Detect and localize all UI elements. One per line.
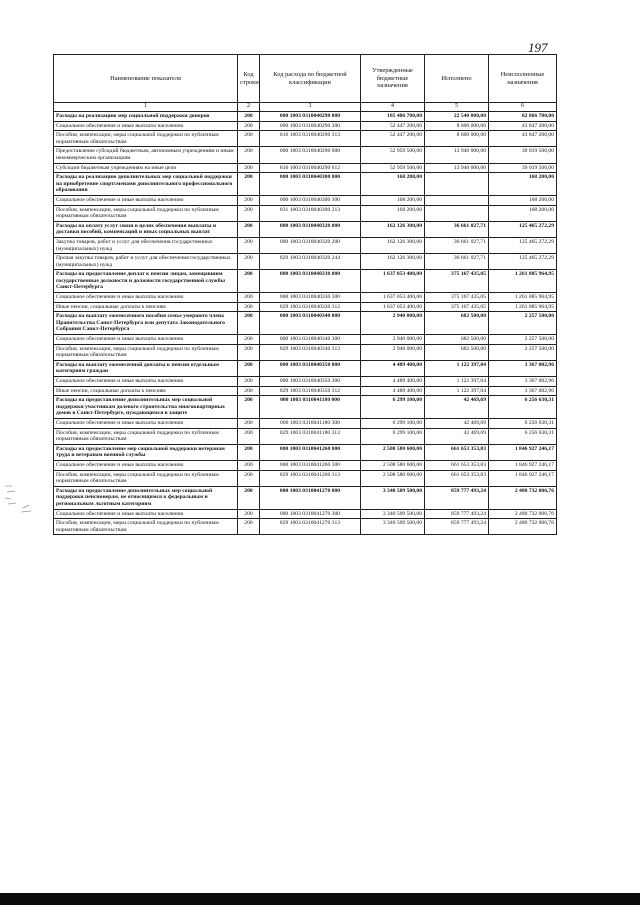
table-row xyxy=(54,163,557,173)
row-executed: 1 122 397,04 xyxy=(425,360,489,376)
row-executed xyxy=(425,205,489,221)
row-name: Социальное обеспечение и иные выплаты населению xyxy=(54,195,238,205)
row-line-code: 200 xyxy=(238,270,260,293)
page-number: 197 xyxy=(528,40,548,55)
table-row xyxy=(54,221,557,237)
row-expense-code: 000 1003 0310041270 000 xyxy=(260,486,361,509)
row-name: Социальное обеспечение и иные выплаты населению xyxy=(54,293,238,303)
row-unexecuted: 2 480 732 006,76 xyxy=(489,509,557,519)
row-executed: 13 940 000,00 xyxy=(425,163,489,173)
row-line-code: 200 xyxy=(238,195,260,205)
row-approved: 105 406 700,00 xyxy=(361,112,425,122)
row-line-code: 200 xyxy=(238,444,260,460)
row-unexecuted: 168 200,00 xyxy=(489,173,557,196)
row-approved: 2 940 000,00 xyxy=(361,344,425,360)
table-row xyxy=(54,205,557,221)
row-line-code: 200 xyxy=(238,509,260,519)
column-number: 4 xyxy=(361,103,425,112)
row-unexecuted: 2 257 500,00 xyxy=(489,344,557,360)
row-unexecuted: 168 200,00 xyxy=(489,195,557,205)
row-expense-code: 000 1003 0310040290 000 xyxy=(260,112,361,122)
row-unexecuted: 2 480 732 006,76 xyxy=(489,486,557,509)
row-executed: 8 600 000,00 xyxy=(425,121,489,131)
row-name: Социальное обеспечение и иные выплаты населению xyxy=(54,335,238,345)
row-expense-code: 829 1003 0310041260 313 xyxy=(260,470,361,486)
row-name: Расходы на реализацию дополнительных мер социальной поддержки на приобретение спортсменами дополнительного профессионального образования xyxy=(54,173,238,196)
row-expense-code: 000 1003 0310040290 600 xyxy=(260,147,361,163)
row-executed: 859 777 493,24 xyxy=(425,509,489,519)
row-executed: 375 167 435,05 xyxy=(425,270,489,293)
table-row xyxy=(54,121,557,131)
table-row xyxy=(54,509,557,519)
row-executed: 661 653 353,83 xyxy=(425,444,489,460)
row-executed: 375 167 435,05 xyxy=(425,293,489,303)
row-approved: 52 959 500,00 xyxy=(361,163,425,173)
row-unexecuted: 125 465 272,29 xyxy=(489,237,557,253)
row-expense-code: 000 1003 0310040330 300 xyxy=(260,293,361,303)
row-unexecuted: 82 866 700,00 xyxy=(489,112,557,122)
row-line-code: 200 xyxy=(238,112,260,122)
row-name: Пособия, компенсации, меры социальной поддержки по публичным нормативным обязательствам xyxy=(54,344,238,360)
row-line-code: 200 xyxy=(238,121,260,131)
table-row xyxy=(54,428,557,444)
table-row xyxy=(54,195,557,205)
table-row xyxy=(54,460,557,470)
column-number: 6 xyxy=(489,103,557,112)
row-name: Расходы на предоставление доплат к пенсии лицам, замещавшим государственные должности и должности государственной службы Санкт-Петербурга xyxy=(54,270,238,293)
row-approved: 6 299 100,00 xyxy=(361,418,425,428)
row-executed: 682 500,00 xyxy=(425,335,489,345)
row-approved: 3 340 509 500,00 xyxy=(361,509,425,519)
row-name: Расходы на предоставление мер социальной поддержки ветеранам труда и ветеранам военной службы xyxy=(54,444,238,460)
row-executed: 42 469,69 xyxy=(425,396,489,419)
row-unexecuted: 3 367 002,96 xyxy=(489,386,557,396)
row-line-code: 200 xyxy=(238,302,260,312)
table-header-row xyxy=(54,55,557,103)
row-expense-code: 831 1003 0310040300 313 xyxy=(260,205,361,221)
row-approved: 4 489 400,00 xyxy=(361,386,425,396)
table-row xyxy=(54,312,557,335)
row-expense-code: 829 1003 0310040330 312 xyxy=(260,302,361,312)
table-row xyxy=(54,344,557,360)
row-line-code: 200 xyxy=(238,360,260,376)
table-row xyxy=(54,131,557,147)
row-expense-code: 000 1003 0310040300 300 xyxy=(260,195,361,205)
row-approved: 1 637 053 400,00 xyxy=(361,270,425,293)
row-name: Расходы на предоставление дополнительных мер социальной поддержки пенсионерам, не относящимся к федеральным и региональным льготным категориям xyxy=(54,486,238,509)
header-executed: Исполнено xyxy=(425,55,489,103)
header-expense-code: Код расхода по бюджетной классификации xyxy=(260,55,361,103)
row-name: Иные пенсии, социальные доплаты к пенсиям xyxy=(54,302,238,312)
column-number-row xyxy=(54,103,557,112)
row-expense-code: 829 1003 0310040350 312 xyxy=(260,386,361,396)
row-approved: 168 200,00 xyxy=(361,205,425,221)
row-unexecuted: 1 261 885 964,95 xyxy=(489,270,557,293)
row-executed: 22 540 000,00 xyxy=(425,112,489,122)
column-number: 2 xyxy=(238,103,260,112)
row-line-code: 200 xyxy=(238,221,260,237)
row-unexecuted: 39 019 500,00 xyxy=(489,147,557,163)
row-line-code: 200 xyxy=(238,470,260,486)
row-expense-code: 000 1003 0310040320 200 xyxy=(260,237,361,253)
table-row xyxy=(54,293,557,303)
row-line-code: 200 xyxy=(238,418,260,428)
row-name: Расходы на выплату ежемесячной доплаты к пенсии отдельным категориям граждан xyxy=(54,360,238,376)
row-name: Пособия, компенсации, меры социальной поддержки по публичным нормативным обязательствам xyxy=(54,131,238,147)
row-unexecuted: 43 847 200,00 xyxy=(489,131,557,147)
row-approved: 2 940 000,00 xyxy=(361,335,425,345)
row-name: Пособия, компенсации, меры социальной поддержки по публичным нормативным обязательствам xyxy=(54,205,238,221)
row-executed xyxy=(425,173,489,196)
row-unexecuted: 1 846 927 246,17 xyxy=(489,470,557,486)
row-name: Прочая закупка товаров, работ и услуг для обеспечения государственных (муниципальных) нужд xyxy=(54,254,238,270)
row-unexecuted: 3 367 002,96 xyxy=(489,360,557,376)
row-line-code: 200 xyxy=(238,428,260,444)
row-executed: 375 167 435,05 xyxy=(425,302,489,312)
row-approved: 4 489 400,00 xyxy=(361,377,425,387)
budget-execution-table xyxy=(53,54,557,535)
row-executed: 661 653 353,83 xyxy=(425,470,489,486)
row-approved: 52 447 200,00 xyxy=(361,131,425,147)
row-approved: 52 959 500,00 xyxy=(361,147,425,163)
row-unexecuted: 2 257 500,00 xyxy=(489,335,557,345)
row-approved: 3 340 509 500,00 xyxy=(361,519,425,535)
row-executed: 42 469,69 xyxy=(425,428,489,444)
row-name: Социальное обеспечение и иные выплаты населению xyxy=(54,509,238,519)
header-code-line: Код строки xyxy=(238,55,260,103)
table-row xyxy=(54,444,557,460)
row-line-code: 200 xyxy=(238,335,260,345)
row-line-code: 200 xyxy=(238,147,260,163)
table-row xyxy=(54,360,557,376)
row-expense-code: 000 1003 0310041180 000 xyxy=(260,396,361,419)
row-unexecuted: 6 256 630,31 xyxy=(489,428,557,444)
row-approved: 2 508 580 600,00 xyxy=(361,444,425,460)
row-name: Пособия, компенсации, меры социальной поддержки по публичным нормативным обязательствам xyxy=(54,519,238,535)
table-row xyxy=(54,147,557,163)
row-name: Пособия, компенсации, меры социальной поддержки по публичным нормативным обязательствам xyxy=(54,428,238,444)
row-approved: 2 940 000,00 xyxy=(361,312,425,335)
table-row xyxy=(54,254,557,270)
row-name: Социальное обеспечение и иные выплаты населению xyxy=(54,377,238,387)
row-approved: 6 299 100,00 xyxy=(361,396,425,419)
row-name: Социальное обеспечение и иные выплаты населению xyxy=(54,460,238,470)
row-unexecuted: 6 256 630,31 xyxy=(489,396,557,419)
header-approved: Утвержденные бюджетные назначения xyxy=(361,55,425,103)
row-name: Социальное обеспечение и иные выплаты населению xyxy=(54,121,238,131)
row-expense-code: 000 1003 0310040300 000 xyxy=(260,173,361,196)
row-expense-code: 000 1003 0310041260 000 xyxy=(260,444,361,460)
header-unexecuted: Неисполненные назначения xyxy=(489,55,557,103)
row-executed: 36 661 027,71 xyxy=(425,237,489,253)
row-expense-code: 829 1003 0310040320 244 xyxy=(260,254,361,270)
row-executed: 682 500,00 xyxy=(425,344,489,360)
row-executed xyxy=(425,195,489,205)
row-line-code: 200 xyxy=(238,386,260,396)
row-expense-code: 000 1003 0310041180 300 xyxy=(260,418,361,428)
column-number: 5 xyxy=(425,103,489,112)
row-name: Расходы на оплату услуг связи в целях обеспечения выплаты и доставки пособий, компенсаций и иных социальных выплат xyxy=(54,221,238,237)
row-unexecuted: 1 846 927 246,17 xyxy=(489,444,557,460)
row-expense-code: 000 1003 0310041260 300 xyxy=(260,460,361,470)
column-number: 3 xyxy=(260,103,361,112)
row-approved: 1 637 053 400,00 xyxy=(361,302,425,312)
row-approved: 3 340 509 500,00 xyxy=(361,486,425,509)
row-expense-code: 000 1003 0310040320 000 xyxy=(260,221,361,237)
row-executed: 42 469,69 xyxy=(425,418,489,428)
row-line-code: 200 xyxy=(238,254,260,270)
table-row xyxy=(54,173,557,196)
row-executed: 36 661 027,71 xyxy=(425,254,489,270)
row-approved: 168 200,00 xyxy=(361,195,425,205)
row-name: Расходы на выплату ежемесячного пособия семье умершего члена Правительства Санкт-Петербурга или депутата Законодательного Собрания Санкт-Петербурга xyxy=(54,312,238,335)
row-line-code: 200 xyxy=(238,205,260,221)
row-expense-code: 000 1003 0310040350 300 xyxy=(260,377,361,387)
row-name: Закупка товаров, работ и услуг для обеспечения государственных (муниципальных) нужд xyxy=(54,237,238,253)
row-unexecuted: 1 846 927 246,17 xyxy=(489,460,557,470)
row-executed: 36 661 027,71 xyxy=(425,221,489,237)
row-executed: 1 122 397,04 xyxy=(425,377,489,387)
row-name: Социальное обеспечение и иные выплаты населению xyxy=(54,418,238,428)
table-body xyxy=(54,112,557,535)
row-expense-code: 829 1003 0310040340 313 xyxy=(260,344,361,360)
table-row xyxy=(54,396,557,419)
row-approved: 2 508 580 600,00 xyxy=(361,460,425,470)
header-name: Наименование показателя xyxy=(54,55,238,103)
row-unexecuted: 6 256 630,31 xyxy=(489,418,557,428)
row-approved: 168 200,00 xyxy=(361,173,425,196)
row-approved: 4 489 400,00 xyxy=(361,360,425,376)
row-unexecuted: 1 261 885 964,95 xyxy=(489,302,557,312)
row-line-code: 200 xyxy=(238,131,260,147)
table-row xyxy=(54,302,557,312)
row-unexecuted: 1 261 885 964,95 xyxy=(489,293,557,303)
row-line-code: 200 xyxy=(238,312,260,335)
column-number: 1 xyxy=(54,103,238,112)
row-name: Иные пенсии, социальные доплаты к пенсиям xyxy=(54,386,238,396)
row-name: Расходы на предоставление дополнительных мер социальной поддержки участникам долевого строительства многоквартирных домов в Санкт-Петербурге, нуждающимся в защите xyxy=(54,396,238,419)
table-row xyxy=(54,377,557,387)
row-executed: 682 500,00 xyxy=(425,312,489,335)
row-executed: 1 122 397,04 xyxy=(425,386,489,396)
table-row xyxy=(54,335,557,345)
scan-edge-bar xyxy=(0,893,640,905)
row-unexecuted: 39 019 500,00 xyxy=(489,163,557,173)
row-unexecuted: 125 465 272,29 xyxy=(489,254,557,270)
row-expense-code: 000 1003 0310040340 000 xyxy=(260,312,361,335)
row-expense-code: 000 1003 0310040290 300 xyxy=(260,121,361,131)
row-expense-code: 000 1003 0310040330 000 xyxy=(260,270,361,293)
table-row xyxy=(54,519,557,535)
row-executed: 859 777 493,24 xyxy=(425,486,489,509)
row-line-code: 200 xyxy=(238,344,260,360)
row-executed: 859 777 493,24 xyxy=(425,519,489,535)
row-line-code: 200 xyxy=(238,377,260,387)
row-executed: 8 600 000,00 xyxy=(425,131,489,147)
row-expense-code: 829 1003 0310041180 313 xyxy=(260,428,361,444)
table-row xyxy=(54,418,557,428)
row-approved: 2 508 580 600,00 xyxy=(361,470,425,486)
table-row xyxy=(54,237,557,253)
row-line-code: 200 xyxy=(238,486,260,509)
margin-scribble xyxy=(3,478,37,518)
row-executed: 661 653 353,83 xyxy=(425,460,489,470)
row-approved: 162 126 300,00 xyxy=(361,221,425,237)
row-approved: 52 447 200,00 xyxy=(361,121,425,131)
row-executed: 13 940 000,00 xyxy=(425,147,489,163)
row-line-code: 200 xyxy=(238,173,260,196)
row-line-code: 200 xyxy=(238,396,260,419)
row-expense-code: 000 1003 0310040340 300 xyxy=(260,335,361,345)
row-approved: 162 126 300,00 xyxy=(361,237,425,253)
row-unexecuted: 125 465 272,29 xyxy=(489,221,557,237)
row-line-code: 200 xyxy=(238,460,260,470)
row-approved: 1 637 053 400,00 xyxy=(361,293,425,303)
row-expense-code: 829 1003 0310041270 313 xyxy=(260,519,361,535)
row-line-code: 200 xyxy=(238,163,260,173)
row-line-code: 200 xyxy=(238,237,260,253)
row-expense-code: 816 1003 0310040290 313 xyxy=(260,131,361,147)
row-unexecuted: 3 367 002,96 xyxy=(489,377,557,387)
row-expense-code: 000 1003 0310041270 300 xyxy=(260,509,361,519)
table-row xyxy=(54,386,557,396)
row-line-code: 200 xyxy=(238,293,260,303)
row-name: Пособия, компенсации, меры социальной поддержки по публичным нормативным обязательствам xyxy=(54,470,238,486)
row-line-code: 200 xyxy=(238,519,260,535)
row-name: Расходы на реализацию мер социальной поддержки доноров xyxy=(54,112,238,122)
row-unexecuted: 168 200,00 xyxy=(489,205,557,221)
table-row xyxy=(54,470,557,486)
table-row xyxy=(54,270,557,293)
row-expense-code: 816 1003 0310040290 612 xyxy=(260,163,361,173)
row-unexecuted: 2 257 500,00 xyxy=(489,312,557,335)
table-row xyxy=(54,486,557,509)
row-approved: 6 299 100,00 xyxy=(361,428,425,444)
row-unexecuted: 43 847 200,00 xyxy=(489,121,557,131)
row-approved: 162 126 300,00 xyxy=(361,254,425,270)
table-row xyxy=(54,112,557,122)
row-unexecuted: 2 480 732 006,76 xyxy=(489,519,557,535)
row-expense-code: 000 1003 0310040350 000 xyxy=(260,360,361,376)
row-name: Субсидии бюджетным учреждениям на иные цели xyxy=(54,163,238,173)
row-name: Предоставление субсидий бюджетным, автономным учреждениям и иным некоммерческим организациям xyxy=(54,147,238,163)
